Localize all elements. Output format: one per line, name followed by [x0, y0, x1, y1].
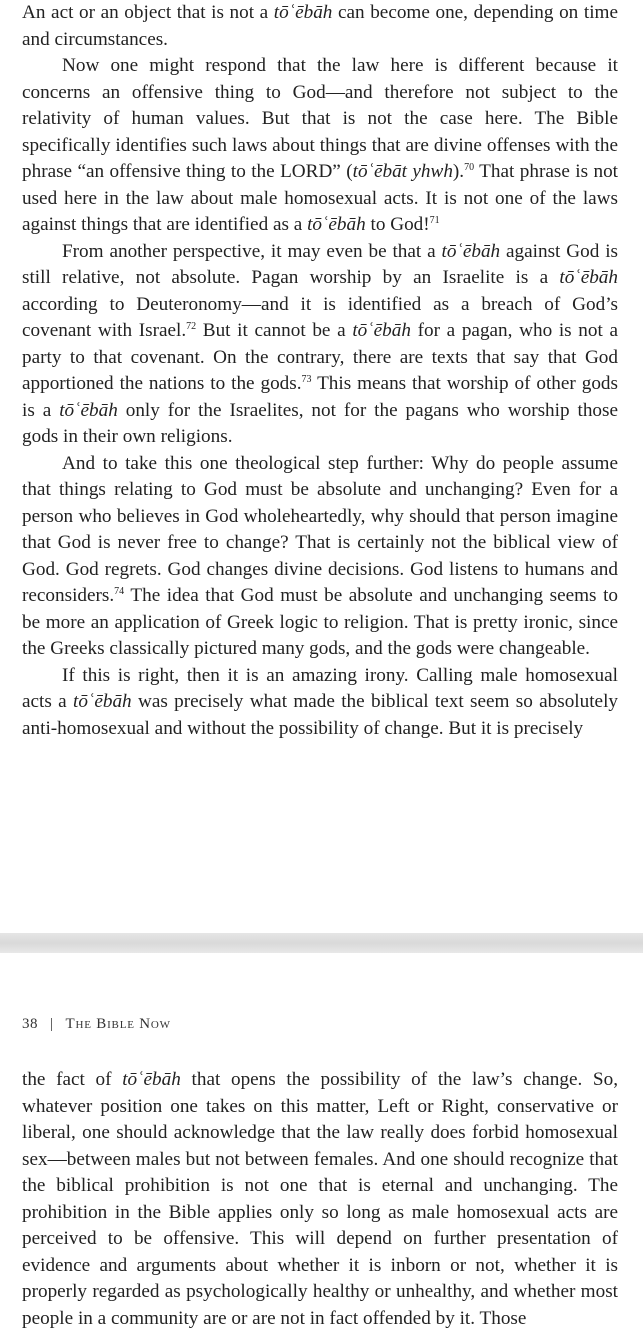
text-run: This means that worship of other gods is a: [22, 373, 618, 421]
text-run: The idea that God must be absolute and unchanging seems to be more an application of Greek logic to religion. That is pretty ironic, since the Greeks classically pictured many gods, and the gods were changeable.: [22, 585, 618, 659]
hebrew-term: tōʿēbāh: [441, 240, 501, 262]
text-run: was precisely what made the biblical text seem so absolutely anti-homosexual and without the possibility of change. But it is precisely: [22, 691, 618, 739]
footnote-ref[interactable]: 73: [301, 374, 312, 385]
running-head: [22, 1016, 171, 1033]
hebrew-term: tōʿēbāh: [352, 320, 411, 341]
footnote-ref[interactable]: 74: [114, 586, 125, 597]
text-run: That phrase is not used here in the law about male homosexual acts. It is not one of the laws against things that are identified as a: [22, 161, 618, 235]
lower-page-text: [22, 1067, 618, 1332]
footnote-ref[interactable]: 70: [464, 162, 475, 173]
paragraph-2: [22, 53, 618, 239]
text-run: only for the Israelites, not for the pagans who worship those gods in their own religions.: [22, 399, 618, 447]
hebrew-term: tōʿēbāh: [73, 691, 132, 712]
text-run: against God is still relative, not absolute. Pagan worship by an Israelite is a: [22, 240, 618, 288]
text-run: From another perspective, it may even be that a: [62, 240, 442, 262]
text-run: to God!: [365, 214, 430, 235]
paragraph-5: [22, 663, 618, 743]
text-run: But it cannot be a: [196, 320, 353, 341]
hebrew-term: tōʿēbāt yhwh: [352, 161, 453, 182]
hebrew-term: tōʿēbāh: [273, 2, 333, 23]
text-run: according to Deuteronomy—and it is identified as a breach of God’s covenant with Israel.: [22, 293, 618, 341]
text-run: An act or an object that is not a: [22, 2, 274, 23]
text-run: And to take this one theological step further: Why do people assume that things relating to God must be absolute and unchanging? Even for a person who believes in God wholeheartedly, why should that person imagine that God is never free to change? That is certainly not the biblical view of God. God regrets. God changes divine decisions. God listens to humans and reconsiders.: [22, 452, 618, 606]
text-run: for a pagan, who is not a party to that covenant. On the contrary, there are texts that say that God apportioned the nations to the gods.: [22, 320, 619, 394]
footnote-ref[interactable]: 71: [429, 215, 440, 226]
text-run: can become one, depending on time and circumstances.: [22, 2, 618, 50]
hebrew-term: tōʿēbāh: [122, 1069, 181, 1090]
hebrew-term: tōʿēbāh: [559, 267, 618, 288]
text-run: If this is right, then it is an amazing irony. Calling male homosexual acts a: [22, 664, 618, 712]
footnote-ref[interactable]: 72: [186, 321, 197, 332]
book-title: The Bible Now: [65, 1016, 171, 1032]
hebrew-term: tōʿēbāh: [59, 399, 118, 421]
text-run: that opens the possibility of the law’s change. So, whatever position one takes on this matter, Left or Right, conservative or liberal, one should acknowledge that the law really does forbid homosexual sex—between males but not between females. And one should recognize that the biblical prohibition is not one that is eternal and unchanging. The prohibition in the Bible applies only so long as male homosexual acts are perceived to be offensive. This will depend on further presentation of evidence and arguments about whether it is inborn or not, whether it is properly regarded as psychologically healthy or unhealthy, and whether most people in a community are or are not in fact offended by it. Those: [22, 1069, 618, 1329]
paragraph-4: [22, 451, 618, 663]
hebrew-term: tōʿēbāh: [307, 214, 366, 235]
page-break-divider: [0, 933, 643, 953]
paragraph-1: [22, 0, 618, 53]
running-head-separator: |: [50, 1016, 54, 1032]
text-run: Now one might respond that the law here is different because it concerns an offensive thing to God—and therefore not subject to the relativity of human values. But that is not the case here. The Bible specifically identifies such laws about things that are divine offenses with the phrase “an offensive thing to the LORD” (: [22, 55, 618, 182]
paragraph-continued: [22, 1067, 618, 1332]
upper-page-text: [22, 0, 618, 742]
page-number: 38: [22, 1016, 38, 1032]
text-run: ).: [452, 161, 465, 182]
text-run: the fact of: [22, 1069, 123, 1090]
paragraph-3: [22, 239, 618, 451]
